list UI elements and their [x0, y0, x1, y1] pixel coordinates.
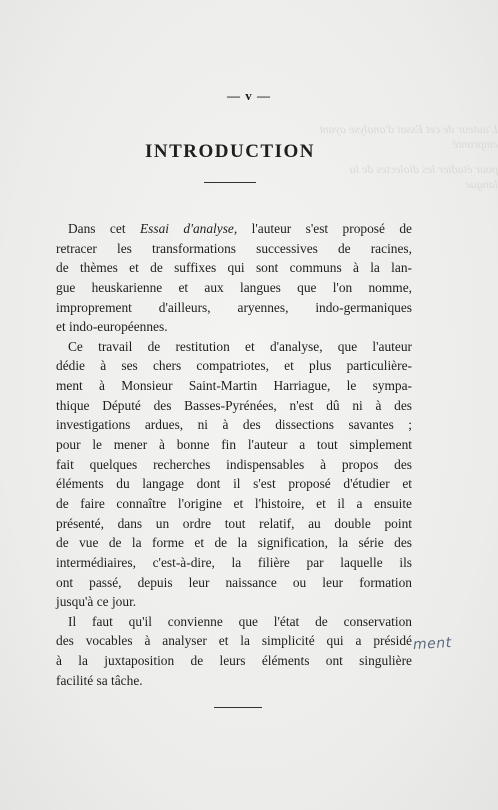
text-line: ment à Monsieur Saint-Martin Harriague, le sympa- — [56, 378, 412, 394]
text-line: investigations ardues, ni à des dissections savantes ; — [56, 417, 412, 433]
text-span: l'auteur s'est proposé de — [237, 221, 412, 236]
text-line: des vocables à analyser et la simplicité qui a présidé — [56, 633, 412, 649]
italic-title: Essai d'analyse, — [139, 221, 238, 236]
text-line: de thèmes et de suffixes qui sont communs à la lan- — [56, 260, 412, 276]
page-number: — v — — [227, 88, 271, 103]
text-line: facilité sa tâche. — [56, 672, 143, 688]
text-line: retracer les transformations successives de racines, — [56, 240, 412, 256]
text-line: présenté, dans un ordre tout relatif, au double point — [56, 515, 412, 531]
text-line: gue heuskarienne et aux langues que l'on nomme, — [56, 279, 412, 295]
text-line: de vue de la forme et de la signification, la série des — [56, 535, 412, 551]
text-line: Ce travail de restitution et d'analyse, que l'auteur — [68, 338, 412, 354]
text-line: ont passé, depuis leur naissance ou leur formation — [56, 574, 412, 590]
handwritten-annotation: ment — [412, 635, 453, 653]
text-line: de faire connaître l'origine et l'histoire, et il a ensuite — [56, 495, 412, 511]
title-divider — [204, 182, 256, 183]
text-line: intermédiaires, c'est-à-dire, la filière par laquelle ils — [56, 554, 412, 570]
bleed-through-text: pour étudier les dialectes de la langue — [349, 162, 498, 191]
text-span: Dans cet — [68, 221, 140, 236]
text-line: improprement d'ailleurs, aryennes, indo-germaniques — [56, 299, 412, 315]
bleed-through-text: L'auteur de cet Essai d'analyse ayant emprunté — [319, 122, 498, 151]
body-text — [56, 219, 412, 690]
text-line: fait quelques recherches indispensables à propos des — [56, 456, 412, 472]
chapter-title: INTRODUCTION — [144, 141, 316, 162]
text-line: et indo-européennes. — [56, 319, 168, 335]
closing-divider — [214, 707, 262, 708]
text-line: éléments du langage dont il s'est proposé d'étudier et — [56, 476, 412, 492]
text-line: Il faut qu'il convienne que l'état de conservation — [68, 613, 412, 629]
text-line: à la juxtaposition de leurs éléments ont singulière — [56, 653, 412, 669]
text-line: dédie à ses chers compatriotes, et plus particulière- — [56, 358, 412, 374]
text-line: jusqu'à ce jour. — [56, 594, 137, 610]
text-line — [56, 219, 412, 239]
text-line: thique Député des Basses-Pyrénées, n'est dû ni à des — [56, 397, 412, 413]
text-line: pour le mener à bonne fin l'auteur a tout simplement — [56, 437, 412, 453]
